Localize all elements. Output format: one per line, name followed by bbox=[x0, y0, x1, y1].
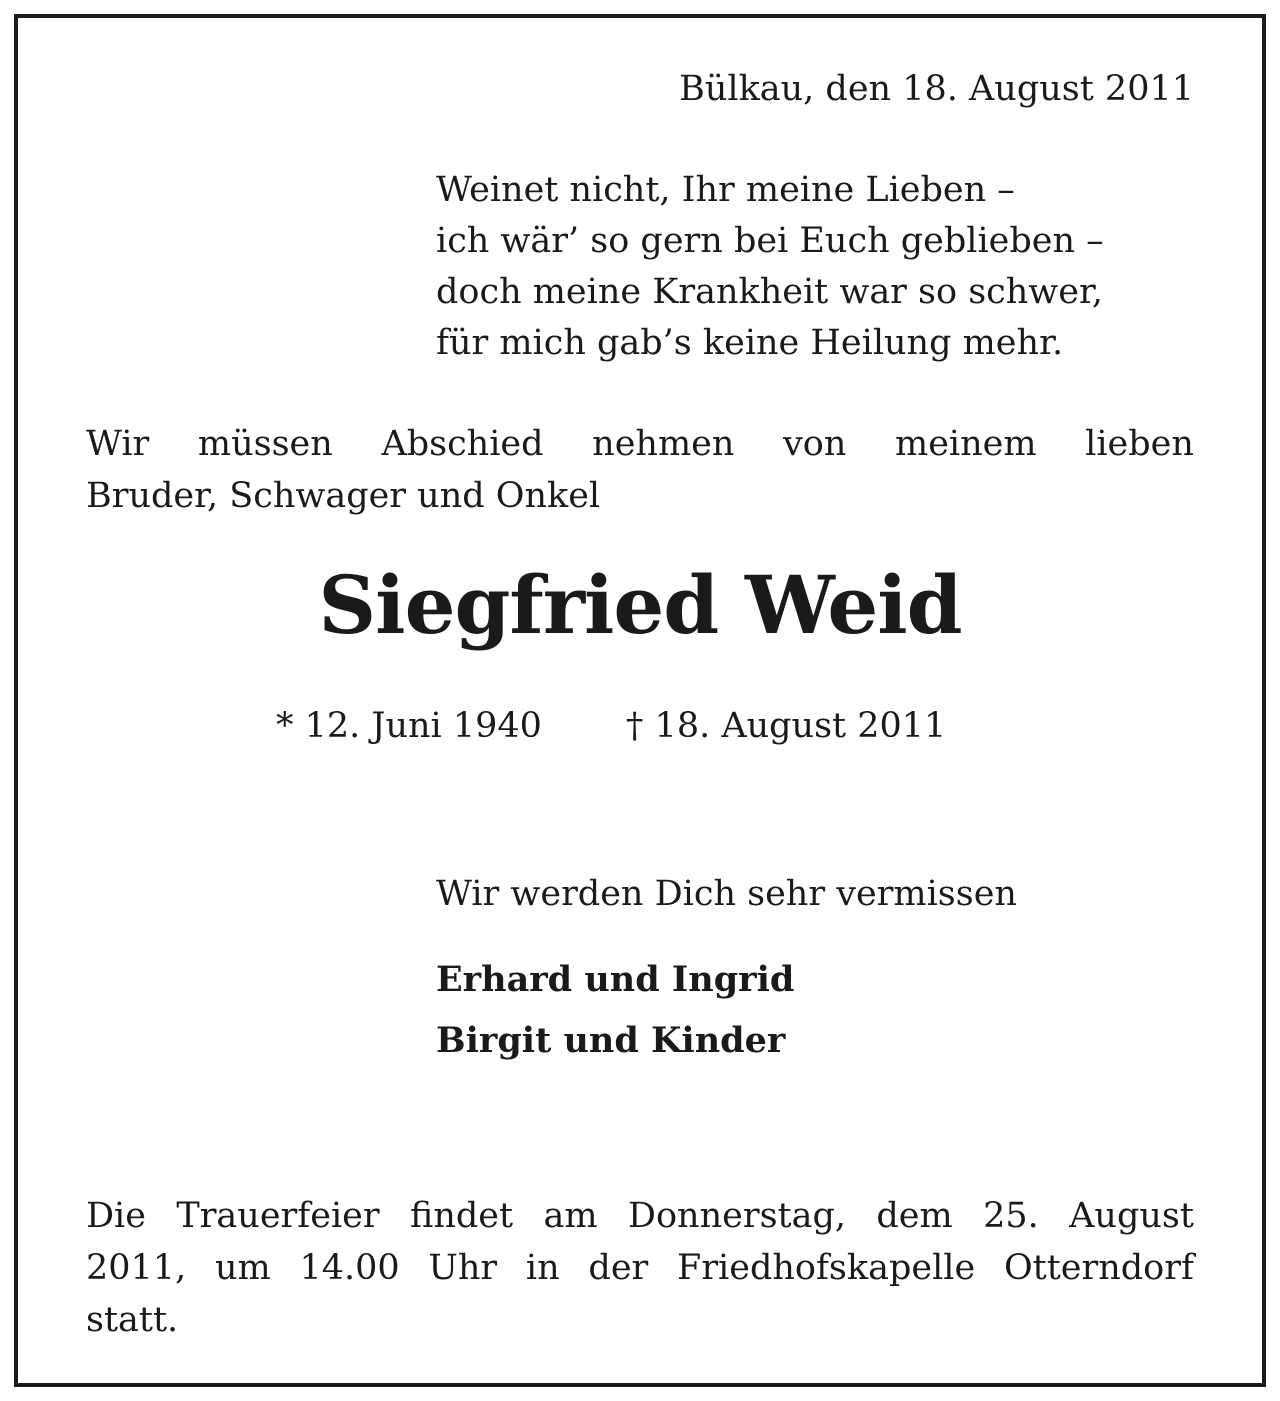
word: 25. bbox=[983, 1196, 1039, 1236]
word: um bbox=[214, 1248, 271, 1288]
poem-line: ich wär’ so gern bei Euch geblieben – bbox=[436, 221, 1104, 261]
word: findet bbox=[409, 1196, 514, 1236]
word: August bbox=[1069, 1196, 1194, 1236]
word: lieben bbox=[1085, 424, 1194, 464]
intro-line-1 bbox=[86, 418, 1194, 470]
word: meinem bbox=[895, 424, 1037, 464]
word: am bbox=[543, 1196, 598, 1236]
birth-date: * 12. Juni 1940 bbox=[276, 706, 542, 746]
poem-line: Weinet nicht, Ihr meine Lieben – bbox=[436, 170, 1015, 210]
word: in bbox=[525, 1248, 560, 1288]
poem-line: für mich gab’s keine Heilung mehr. bbox=[436, 323, 1064, 363]
death-date: † 18. August 2011 bbox=[625, 706, 947, 746]
family-member: Birgit und Kinder bbox=[436, 1020, 786, 1061]
family-signatures bbox=[436, 960, 794, 1082]
word: Otterndorf bbox=[1003, 1248, 1194, 1288]
word: dem bbox=[876, 1196, 953, 1236]
word: Abschied bbox=[381, 424, 544, 464]
word: 2011, bbox=[86, 1248, 187, 1288]
service-line-3: statt. bbox=[86, 1300, 179, 1340]
word: der bbox=[588, 1248, 649, 1288]
word: Die bbox=[86, 1196, 146, 1236]
service-line-1 bbox=[86, 1190, 1194, 1242]
word: Trauerfeier bbox=[176, 1196, 380, 1236]
word: Friedhofskapelle bbox=[677, 1248, 976, 1288]
word: Wir bbox=[86, 424, 150, 464]
poem-line: doch meine Krankheit war so schwer, bbox=[436, 272, 1103, 312]
service-line-2 bbox=[86, 1242, 1194, 1294]
family-member: Erhard und Ingrid bbox=[436, 959, 795, 1000]
life-dates bbox=[276, 706, 946, 746]
word: Uhr bbox=[428, 1248, 498, 1288]
deceased-name: Siegfried Weid bbox=[318, 558, 962, 652]
word: Donnerstag, bbox=[627, 1196, 846, 1236]
word: nehmen bbox=[592, 424, 735, 464]
intro-line-2: Bruder, Schwager und Onkel bbox=[86, 476, 601, 516]
service-info bbox=[86, 1190, 1194, 1346]
word: müssen bbox=[197, 424, 333, 464]
poem bbox=[436, 170, 1104, 374]
place-date: Bülkau, den 18. August 2011 bbox=[679, 69, 1194, 109]
closing-line: Wir werden Dich sehr vermissen bbox=[436, 874, 1017, 914]
intro-text bbox=[86, 418, 1194, 522]
word: 14.00 bbox=[299, 1248, 400, 1288]
word: von bbox=[783, 424, 847, 464]
